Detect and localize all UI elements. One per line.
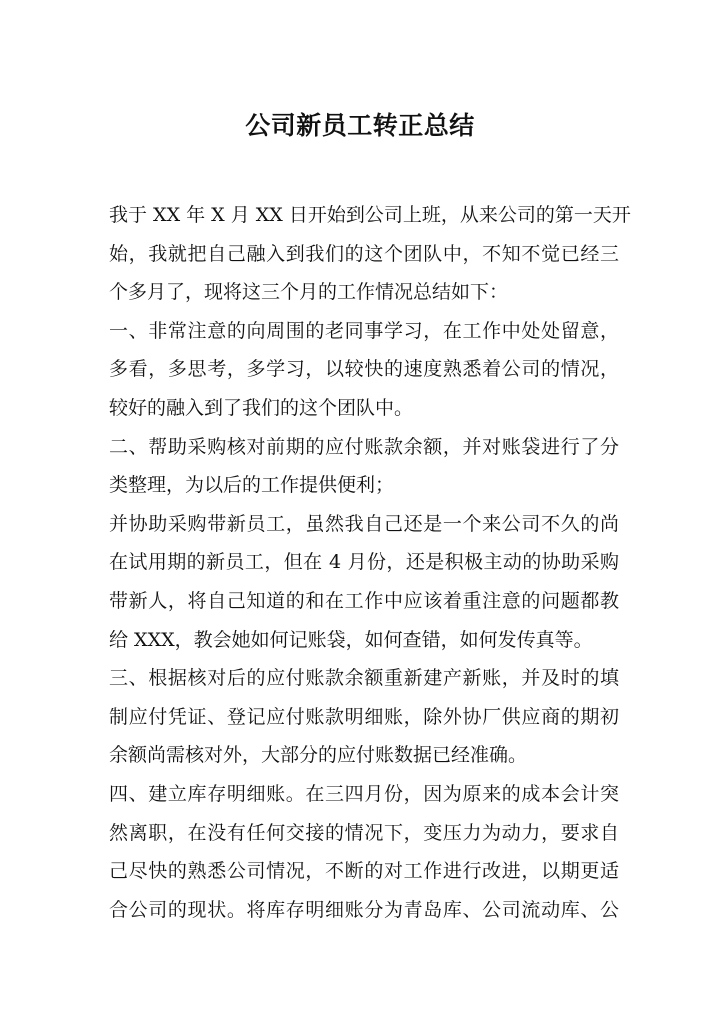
body-line: 带新人，将自己知道的和在工作中应该着重注意的问题都教	[109, 589, 619, 612]
body-line: 在试用期的新员工，但在 4 月份，还是积极主动的协助采购	[109, 551, 619, 574]
body-line: 一、非常注意的向周围的老同事学习，在工作中处处留意，	[109, 319, 619, 342]
body-line: 并协助采购带新员工，虽然我自己还是一个来公司不久的尚	[109, 512, 619, 535]
body-line: 较好的融入到了我们的这个团队中。	[109, 396, 414, 419]
body-line: 余额尚需核对外，大部分的应付账数据已经准确。	[109, 744, 528, 767]
body-line: 个多月了，现将这三个月的工作情况总结如下：	[109, 281, 509, 304]
body-line: 然离职，在没有任何交接的情况下，变压力为动力，要求自	[109, 821, 619, 844]
body-line: 制应付凭证、登记应付账款明细账，除外协厂供应商的期初	[109, 705, 619, 728]
body-line: 始，我就把自己融入到我们的这个团队中，不知不觉已经三	[109, 242, 619, 265]
document-title: 公司新员工转正总结	[245, 111, 475, 140]
body-line: 己尽快的熟悉公司情况，不断的对工作进行改进，以期更适	[109, 860, 619, 883]
document-body	[109, 196, 631, 929]
body-line: 多看，多思考，多学习，以较快的速度熟悉着公司的情况，	[109, 358, 619, 381]
body-line: 类整理，为以后的工作提供便利；	[109, 474, 395, 497]
body-line: 给 XXX，教会她如何记账袋，如何查错，如何发传真等。	[109, 628, 593, 651]
body-line: 合公司的现状。将库存明细账分为青岛库、公司流动库、公	[109, 898, 619, 921]
body-line: 四、建立库存明细账。在三四月份，因为原来的成本会计突	[109, 782, 619, 805]
body-line: 我于 XX 年 X 月 XX 日开始到公司上班，从来公司的第一天开	[109, 204, 631, 226]
body-line: 二、帮助采购核对前期的应付账款余额，并对账袋进行了分	[109, 435, 619, 458]
body-line: 三、根据核对后的应付账款余额重新建产新账，并及时的填	[109, 667, 619, 690]
